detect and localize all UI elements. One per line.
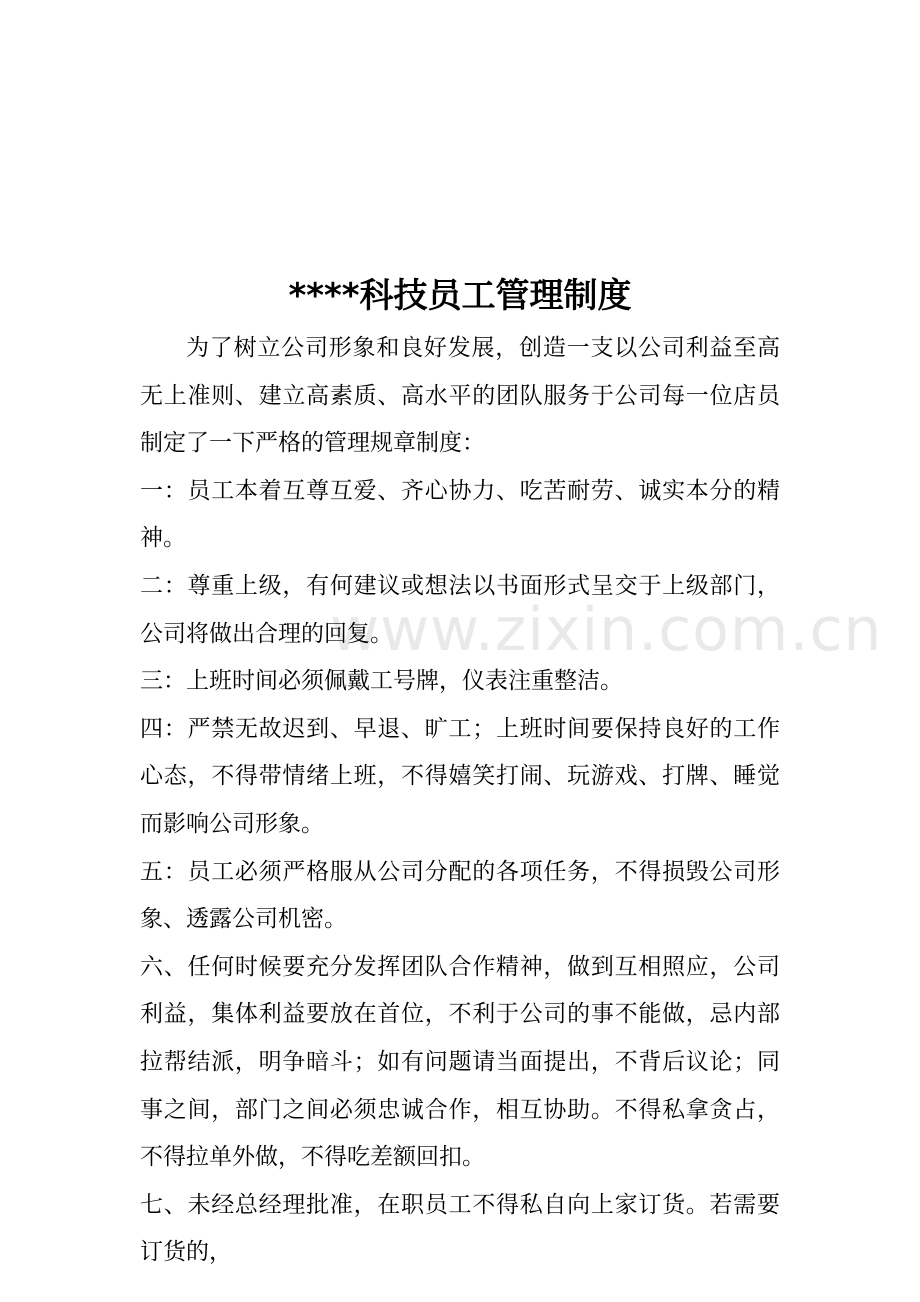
rule-3: 三：上班时间必须佩戴工号牌，仪表注重整洁。 xyxy=(140,668,623,695)
rule-7: 七、未经总经理批准，在职员工不得私自向上家订货。若需要订货的， xyxy=(140,1191,780,1266)
document-title: ****科技员工管理制度 xyxy=(288,276,632,316)
rule-5: 五：员工必须严格服从公司分配的各项任务，不得损毁公司形象、透露公司机密。 xyxy=(140,858,780,933)
watermark: www.zixin.com.cn xyxy=(330,595,883,665)
rule-1: 一：员工本着互尊互爱、齐心协力、吃苦耐劳、诚实本分的精神。 xyxy=(140,477,780,552)
document-body xyxy=(140,325,780,1277)
rule-6: 六、任何时候要充分发挥团队合作精神，做到互相照应，公司利益，集体利益要放在首位，不利于公司的事不能做，忌内部拉帮结派，明争暗斗；如有问题请当面提出，不背后议论；同事之间，部门之间必须忠诚合作，相互协助。不得私拿贪占，不得拉单外做，不得吃差额回扣。 xyxy=(140,953,780,1171)
rule-4: 四：严禁无故迟到、早退、旷工；上班时间要保持良好的工作心态，不得带情绪上班，不得嬉笑打闹、玩游戏、打牌、睡觉而影响公司形象。 xyxy=(140,715,780,837)
intro-paragraph: 为了树立公司形象和良好发展，创造一支以公司利益至高无上准则、建立高素质、高水平的团队服务于公司每一位店员制定了一下严格的管理规章制度： xyxy=(140,335,780,457)
rule-2: 二：尊重上级，有何建议或想法以书面形式呈交于上级部门，公司将做出合理的回复。 xyxy=(140,572,780,647)
